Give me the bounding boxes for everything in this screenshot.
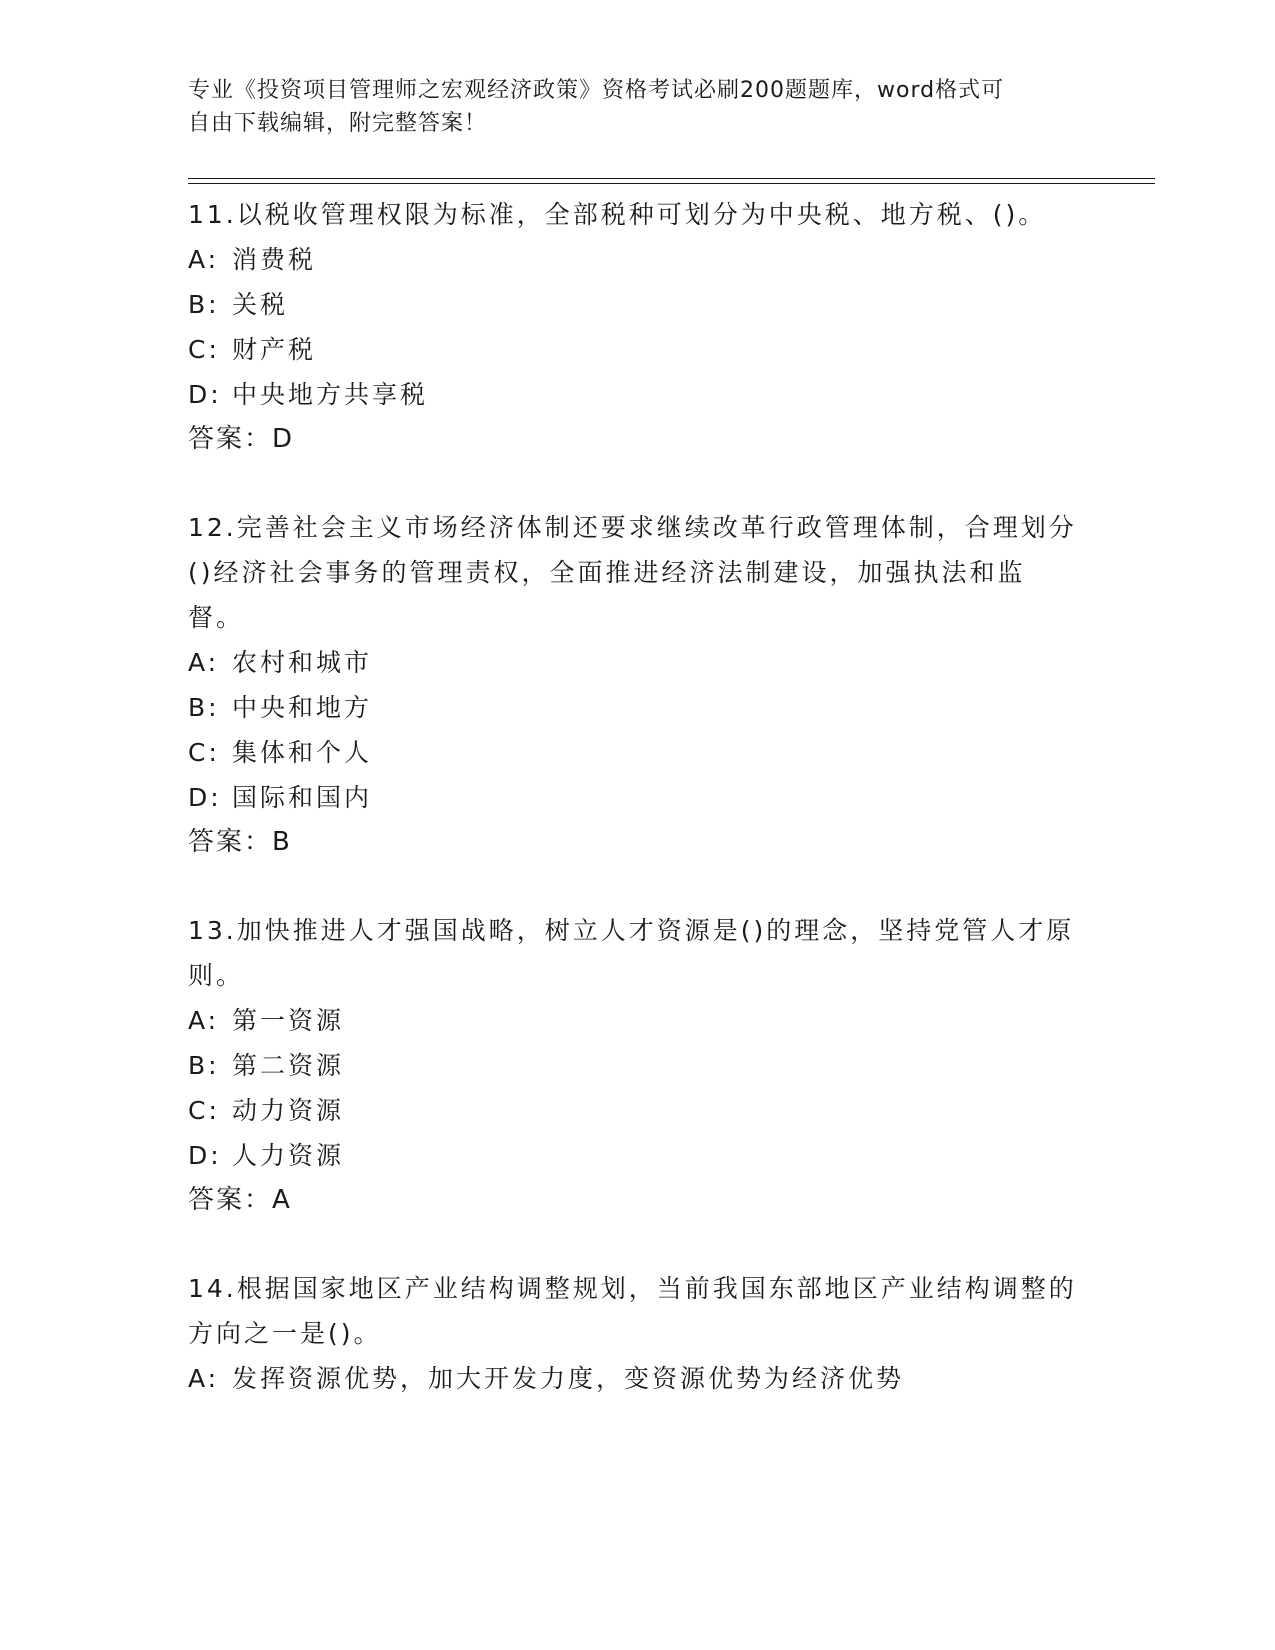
option-a [188,237,1078,282]
option-letter: D: [188,1141,222,1170]
option-text: 第二资源 [232,1051,345,1080]
header-divider-top [188,178,1155,179]
option-text: 发挥资源优势，加大开发力度，变资源优势为经济优势 [232,1364,905,1393]
option-b [188,685,1078,730]
option-letter: A: [188,648,220,677]
question-11 [188,192,1078,462]
answer-line: 答案：B [188,827,292,857]
option-text: 动力资源 [232,1096,345,1125]
option-a [188,998,1078,1043]
option-text: 集体和个人 [232,738,373,767]
option-c [188,730,1078,775]
option-a [188,1356,1078,1401]
question-list [188,192,1078,1401]
document-header [188,74,1088,140]
header-line-2: 自由下载编辑，附完整答案！ [188,111,488,136]
option-a [188,640,1078,685]
question-13 [188,908,1078,1223]
option-letter: C: [188,738,220,767]
option-c [188,1088,1078,1133]
question-text: 14.根据国家地区产业结构调整规划，当前我国东部地区产业结构调整的方向之一是()。 [188,1274,1077,1348]
question-text: 13.加快推进人才强国战略，树立人才资源是()的理念，坚持党管人才原则。 [188,916,1075,990]
header-divider-bottom [188,183,1155,184]
answer-line: 答案：D [188,424,295,454]
option-text: 中央和地方 [232,693,373,722]
option-letter: B: [188,1051,220,1080]
option-letter: C: [188,1096,220,1125]
option-text: 农村和城市 [232,648,373,677]
header-line-1: 专业《投资项目管理师之宏观经济政策》资格考试必刷200题题库，word格式可 [188,78,1005,103]
option-d [188,775,1078,820]
option-c [188,327,1078,372]
option-letter: D: [188,783,222,812]
question-12 [188,505,1078,865]
answer-line: 答案：A [188,1185,292,1215]
option-text: 消费税 [232,245,317,274]
question-text: 12.完善社会主义市场经济体制还要求继续改革行政管理体制，合理划分()经济社会事务的管理责权，全面推进经济法制建设，加强执法和监督。 [188,513,1077,632]
option-text: 人力资源 [232,1141,345,1170]
option-letter: B: [188,290,220,319]
option-letter: A: [188,245,220,274]
option-letter: A: [188,1364,220,1393]
option-text: 第一资源 [232,1006,345,1035]
option-d [188,1133,1078,1178]
option-letter: D: [188,380,222,409]
option-letter: C: [188,335,220,364]
question-text: 11.以税收管理权限为标准，全部税种可划分为中央税、地方税、()。 [188,200,1047,229]
option-text: 财产税 [232,335,317,364]
question-14 [188,1266,1078,1401]
option-b [188,1043,1078,1088]
option-letter: A: [188,1006,220,1035]
option-letter: B: [188,693,220,722]
option-text: 中央地方共享税 [232,380,429,409]
option-text: 国际和国内 [232,783,373,812]
option-text: 关税 [232,290,289,319]
option-d [188,372,1078,417]
option-b [188,282,1078,327]
